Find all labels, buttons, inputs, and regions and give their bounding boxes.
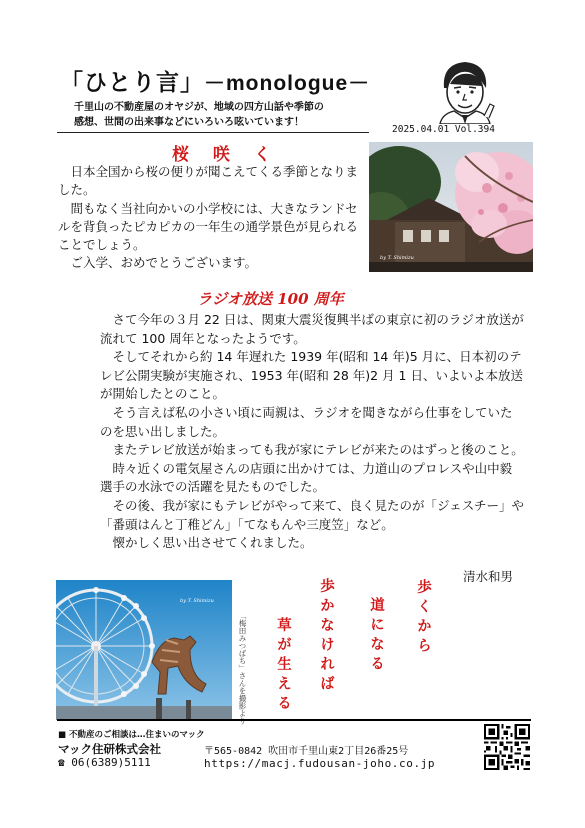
paragraph: そしてそれから約 14 年遅れた 1939 年(昭和 14 年)5 月に、日本初のテレビ公開実験が実施され、1953 年(昭和 28 年)2 月 1 日、いよいよ本放送が開始したとのこと。 [100,349,523,402]
photo-signature: by T. Shimizu [180,598,214,604]
article-title-radio: ラジオ放送 100 周年 [197,290,344,308]
issue-date-volume: 2025.04.01 Vol.394 [392,124,495,135]
paragraph: そう言えば私の小さい頃に両親は、ラジオを聞きながら仕事をしていたのを思い出しました。 [100,404,513,439]
poem-line-4: 草が生える [275,617,292,715]
title-main: 「ひとり言」 [60,70,204,96]
newsletter-title [60,64,370,97]
photo-signature: by T. Shimizu [380,255,414,261]
cherry-blossom-photo [369,142,533,272]
article-body-sakura [58,163,363,273]
header-divider [57,132,369,133]
company-address: 〒565-0842 吹田市千里山東2丁目26番25号 [204,746,409,757]
company-name: マック住研株式会社 [58,742,162,756]
author-name: 清水和男 [463,569,514,584]
photo-credit: 「梅田みつばち」さんを撮影より [238,612,247,725]
paragraph: 時々近くの電気屋さんの店頭に出かけては、力道山のプロレスや山中毅選手の水泳での活躍を見たものでした。 [100,460,513,495]
subtitle-line: 感想、世間の出来事などにいろいろ呟いています！ [74,117,304,128]
poem-line-3: 歩かなければ [318,578,335,695]
qr-code-icon [484,724,530,770]
paragraph: またテレビ放送が始まっても我が家にテレビが来たのはずっと後のこと。 [112,442,524,458]
paragraph: ご入学、おめでとうございます。 [70,255,258,271]
footer-divider [57,719,531,721]
title-english: －monologue－ [204,72,371,95]
paragraph: 日本全国から桜の便りが聞こえてくる季節となりました。 [58,164,359,198]
article-title-sakura: 桜 咲 く [172,145,280,165]
author-caricature-icon [430,58,500,124]
website-url: https://macj.fudousan-joho.co.jp [204,757,436,770]
paragraph: その後、我が家にもテレビがやって来て、良く見たのが「ジェスチー」や「番頭はんと丁稚どん」「てなもんや三度笠」など。 [100,497,525,532]
paragraph: 懐かしく思い出させてくれました。 [112,535,313,551]
paragraph: 間もなく当社向かいの小学校には、大きなランドセルを背負ったピカピカの一年生の通学景色が見られることでしょう。 [58,200,359,253]
poem-line-2: 道になる [368,597,385,675]
footer-tagline: ■ 不動産のご相談は…住まいのマック [58,730,205,740]
subtitle-line: 千里山の不動産屋のオヤジが、地域の四方山話や季節の [74,102,324,113]
newsletter-subtitle [74,100,374,130]
article-body-radio [100,311,524,553]
paragraph: さて今年の３月 22 日は、関東大震災復興半ばの東京に初のラジオ放送が流れて 100 周年となったようです。 [100,312,524,346]
phone-number: ☎ 06(6389)5111 [58,756,151,769]
poem-line-1: 歩くから [415,579,432,657]
